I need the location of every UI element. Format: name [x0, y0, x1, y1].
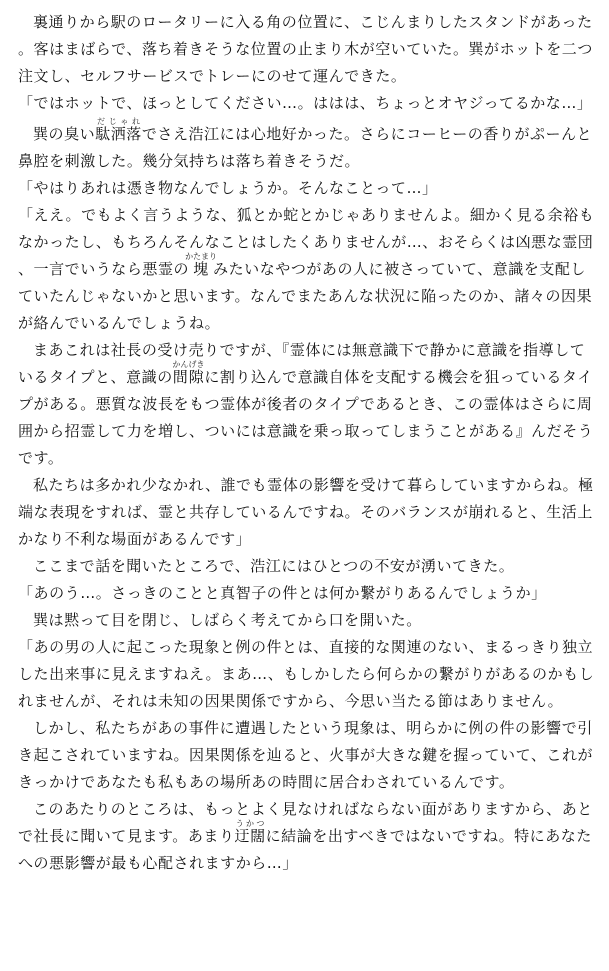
ruby-annotation: [95, 117, 142, 143]
ruby-annotation: [172, 360, 205, 386]
paragraph: [18, 90, 597, 117]
paragraph: [18, 796, 597, 877]
text-run: みたいなやつがあの人に被さっていて、意識を支配していたんじゃないかと思います。なんでまたあんな状況に陥ったのか、諸々の因果が絡んでいるんでしょうね。: [18, 260, 593, 332]
text-run: しかし、私たちがあの事件に遭遇したという現象は、明らかに例の件の影響で引き起こされていますね。因果関係を辿ると、火事が大きな鍵を握っていて、これがきっかけであなたも私もあの場所あの時間に居合わされているんです。: [18, 719, 594, 791]
paragraph: [18, 117, 597, 175]
paragraph: [18, 580, 597, 607]
text-run: 「やはりあれは憑き物なんでしょうか。そんなことって…」: [18, 179, 438, 197]
paragraph: [18, 472, 597, 553]
text-run: 「あの男の人に起こった現象と例の件とは、直接的な関連のない、まるっきり独立した出来事に見えますねえ。まあ…、もしかしたら何らかの繋がりがあるのかもしれませんが、それは未知の因果関係ですから、今思い当たる節はありません。: [18, 638, 595, 710]
ruby-base: 迂闊: [234, 827, 266, 845]
ruby-annotation: [234, 819, 266, 845]
text-run: このあたりのところは、もっとよく見なければならない面がありますから、あとで社長に聞いて見ます。あまり: [18, 800, 593, 845]
text-run: 「ええ。でもよく言うような、狐とか蛇とかじゃありませんよ。細かく見る余裕もなかったし、もちろんそんなことはしたくありませんが…、おそらくは凶悪な霊団、一言でいうなら悪霊の: [18, 206, 595, 278]
text-body: [18, 9, 597, 877]
ruby-reading: かんげき: [172, 360, 205, 369]
ruby-reading: だじゃれ: [95, 117, 142, 126]
paragraph: [18, 337, 597, 472]
ruby-reading: うかつ: [234, 819, 266, 828]
paragraph: [18, 202, 597, 337]
ruby-annotation: [185, 252, 218, 278]
text-run: 裏通りから駅のロータリーに入る角の位置に、こじんまりしたスタンドがあった。客はまばらで、落ち着きそうな位置の止まり木が空いていた。巽がホットを二つ注文し、セルフサービスでトレーにのせて運んできた。: [18, 13, 593, 85]
text-run: 巽は黙って目を閉じ、しばらく考えてから口を開いた。: [33, 611, 422, 629]
text-run: 巽の臭い: [33, 125, 96, 143]
ruby-base: 駄洒落: [95, 125, 142, 143]
text-run: ここまで話を聞いたところで、浩江にはひとつの不安が湧いてきた。: [33, 557, 515, 575]
paragraph: [18, 715, 597, 796]
ruby-base: 間隙: [172, 368, 205, 386]
text-run: まあこれは社長の受け売りですが、『霊体には無意識下で静かに意識を指導しているタイプと、意識の: [18, 341, 586, 386]
ruby-reading: かたまり: [185, 252, 218, 261]
text-run: 「ではホットで、ほっとしてください…。ははは、ちょっとオヤジってるかな…」: [18, 94, 593, 112]
paragraph: [18, 553, 597, 580]
text-run: 私たちは多かれ少なかれ、誰でも霊体の影響を受けて暮らしていますからね。極端な表現をすれば、霊と共存しているんですね。そのバランスが崩れると、生活上かなり不利な場面があるんです」: [18, 476, 594, 548]
ruby-base: 塊: [185, 260, 218, 278]
text-run: 「あのう…。さっきのことと真智子の件とは何か繋がりあるんでしょうか」: [18, 584, 547, 602]
paragraph: [18, 175, 597, 202]
paragraph: [18, 634, 597, 715]
text-run: に結論を出すべきではないですね。特にあなたへの悪影響が最も心配されますから…」: [18, 827, 592, 872]
text-run: でさえ浩江には心地好かった。さらにコーヒーの香りがぷーんと鼻腔を刺激した。幾分気持ちは落ち着きそうだ。: [18, 125, 593, 170]
paragraph: [18, 9, 597, 90]
paragraph: [18, 607, 597, 634]
text-run: に割り込んで意識自体を支配する機会を狙っているタイプがある。悪質な波長をもつ霊体が後者のタイプであるとき、この霊体はさらに周囲から招霊して力を増し、ついには意識を乗っ取ってしまうことがある』んだそうです。: [18, 368, 594, 467]
